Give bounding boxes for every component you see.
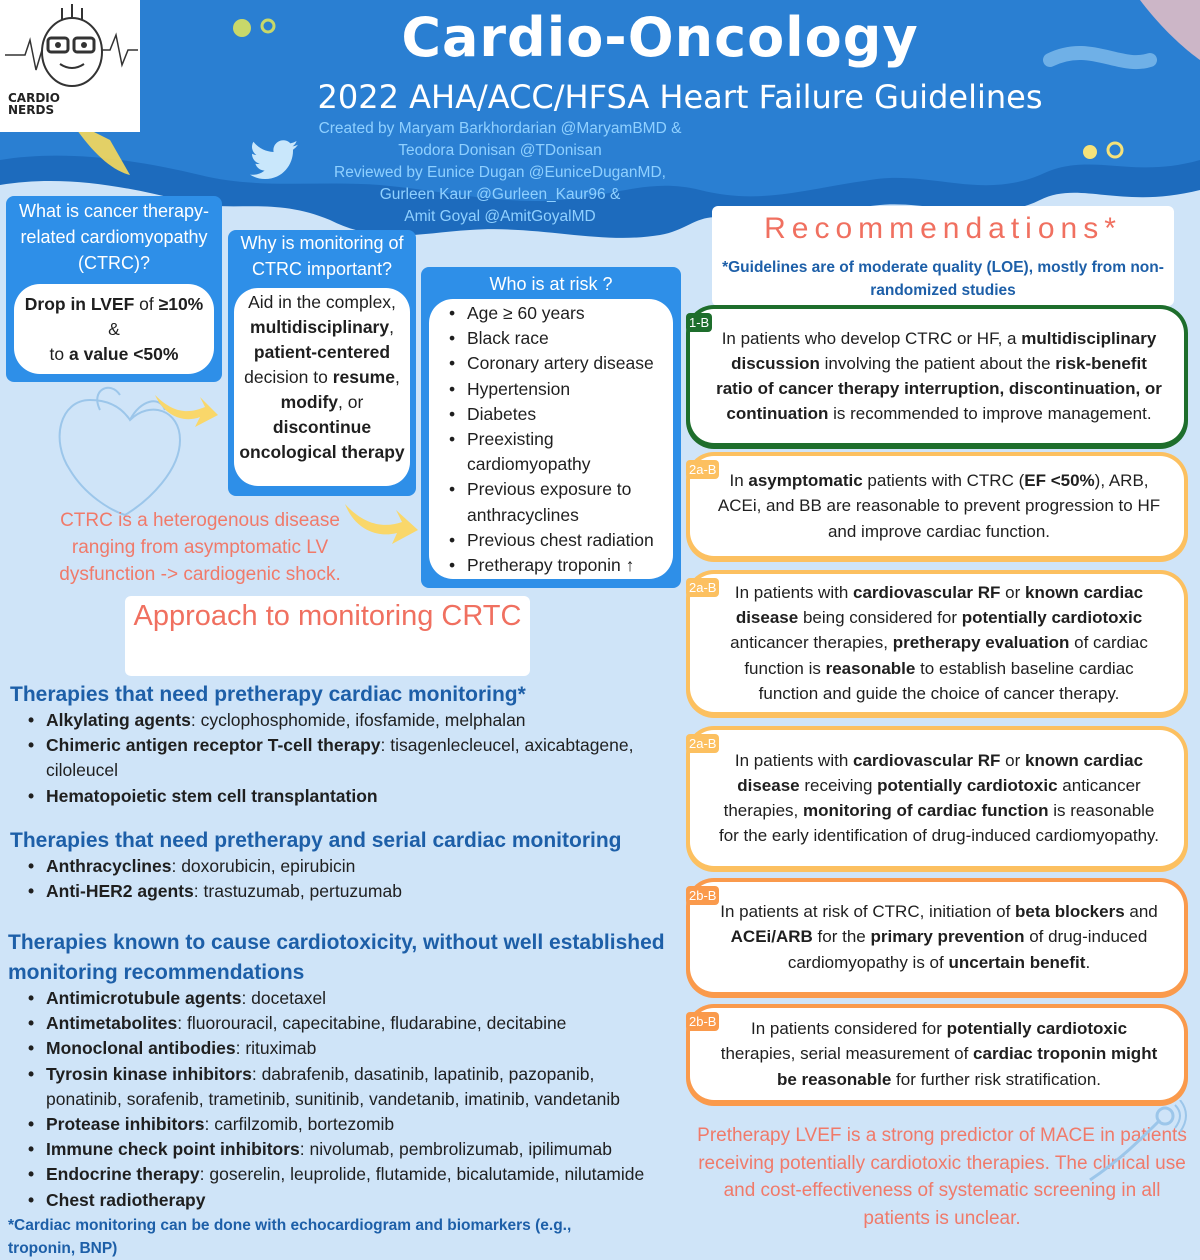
recommendation-text (690, 730, 1184, 866)
recommendation-fragment: and (1124, 902, 1158, 922)
recommendation-fragment: In patients with (734, 750, 854, 770)
risk-factor: • Previous exposure to anthracyclines (449, 477, 665, 527)
section-heading-pretherapy: Therapies that need pretherapy cardiac monitoring* (10, 683, 526, 706)
drug-names: : doxorubicin, epirubicin (171, 856, 356, 876)
page-title: Cardio-Oncology (401, 6, 919, 69)
why-bold: multidisciplinary (250, 317, 390, 337)
drug-class: Anthracyclines (46, 856, 172, 876)
recommendation-text (690, 882, 1184, 992)
list-item (28, 733, 668, 783)
recommendation-fragment: In patients who develop CTRC or HF, a (721, 328, 1022, 348)
why-answer (234, 288, 410, 486)
recommendation-fragment: anticancer therapies, (730, 633, 893, 653)
risk-factor: • Coronary artery disease (449, 351, 665, 376)
definition-value: a value <50% (69, 344, 179, 364)
drug-class: Monoclonal antibodies (46, 1038, 236, 1059)
recommendation-emphasis: monitoring of cardiac function (802, 801, 1049, 820)
drug-class: Antimetabolites (46, 1013, 178, 1034)
drug-names: : carfilzomib, bortezomib (204, 1114, 395, 1135)
recommendation-emphasis: asymptomatic (748, 471, 863, 491)
drug-names: : nivolumab, pembrolizumab, ipilimumab (299, 1139, 612, 1160)
recommendation-text (690, 456, 1184, 556)
evidence-level-badge: 2a-B (686, 578, 719, 597)
logo-line2: NERDS (8, 103, 55, 117)
recommendation-fragment: receiving (799, 775, 878, 795)
list-item (28, 986, 673, 1011)
list-item (28, 784, 668, 809)
list-item (28, 1011, 673, 1036)
why-text: , (389, 317, 394, 337)
drug-class: Hematopoietic stem cell transplantation (46, 785, 378, 806)
drug-names: : dabrafenib, dasatinib, lapatinib, pazopanib, ponatinib, sorafenib, trametinib, sunitinib, vandetanib, imatinib, vandetanib (46, 1063, 620, 1109)
section-heading-serial: Therapies that need pretherapy and serial cardiac monitoring (10, 829, 622, 852)
recommendation-fragment: is reasonable for the early identification of drug-induced cardiomyopathy. (718, 801, 1160, 846)
who-at-risk-box (421, 267, 681, 588)
recommendation-emphasis: cardiovascular RF (853, 750, 1001, 770)
definition-and: & (108, 319, 120, 339)
risk-factor: • Age ≥ 60 years (449, 301, 665, 326)
recommendation-emphasis: known cardiac disease (737, 750, 1144, 795)
recommendation-fragment: or (1000, 582, 1025, 602)
risk-factor-list (429, 299, 673, 579)
recommendation-fragment: . (1085, 952, 1091, 972)
pretherapy-list (28, 708, 668, 809)
drug-class: Protease inhibitors (46, 1114, 205, 1135)
recommendation-fragment: or (1000, 750, 1025, 770)
list-item (28, 854, 668, 879)
recommendation-fragment: to establish baseline cardiac function and guide the choice of cancer therapy. (758, 658, 1134, 703)
risk-factor: • Black race (449, 326, 665, 351)
heart-mascot-icon (0, 0, 140, 92)
ctrc-heterogeneity-note: CTRC is a heterogenous disease ranging from asymptomatic LV dysfunction -> cardiogenic shock. (59, 510, 341, 585)
cardionerds-logo (0, 0, 140, 132)
why-bold: resume (332, 367, 395, 387)
recommendation-fragment: In patients with (734, 582, 854, 602)
recommendation-fragment: of drug-induced cardiomyopathy is of (787, 927, 1148, 972)
risk-factor: • Previous chest radiation (449, 528, 665, 553)
logo-line1: CARDIO (8, 91, 60, 105)
list-item (28, 879, 668, 904)
recommendation-emphasis: cardiac troponin (973, 1044, 1107, 1064)
why-bold: discontinue oncological therapy (239, 417, 405, 462)
recommendation-emphasis: multidisciplinary discussion (731, 328, 1157, 373)
recommendation-emphasis: primary prevention (870, 927, 1025, 947)
recommendation-emphasis: ACEi/ARB (730, 927, 813, 947)
recommendation-emphasis: cardiovascular RF (853, 582, 1001, 602)
recommendation-card (686, 305, 1188, 449)
risk-factor: • Pretherapy troponin ↑ (449, 553, 665, 578)
recommendation-fragment: for the (812, 927, 871, 947)
evidence-level-badge: 2a-B (686, 734, 719, 753)
drug-class: Endocrine therapy (46, 1164, 200, 1185)
recommendation-card (686, 452, 1188, 562)
credit-line: Teodora Donisan @TDonisan (398, 142, 602, 159)
drug-class: Immune check point inhibitors (46, 1139, 300, 1160)
evidence-level-badge: 1-B (686, 313, 712, 332)
drug-names: : trastuzumab, pertuzumab (193, 881, 402, 902)
drug-class: Alkylating agents (46, 710, 191, 730)
recommendation-emphasis: risk-benefit ratio of cancer therapy interruption, discontinuation, or continuation (716, 353, 1162, 424)
evidence-level-badge: 2a-B (686, 460, 719, 479)
evidence-level-badge: 2b-B (686, 886, 719, 905)
drug-class: Tyrosin kinase inhibitors (46, 1063, 252, 1084)
recommendation-fragment: In (729, 471, 749, 491)
list-item (28, 1162, 673, 1187)
list-item (28, 1188, 673, 1213)
credit-line: Created by Maryam Barkhordarian @MaryamBMD & (318, 120, 682, 137)
drug-names: : tisagenlecleucel, axicabtagene, ciloleucel (46, 735, 634, 781)
list-item (28, 708, 668, 733)
serial-list (28, 854, 668, 904)
approach-title: Approach to monitoring CRTC (133, 600, 522, 632)
cardiotoxic-list (28, 986, 673, 1213)
recommendation-emphasis: potentially cardiotoxic (946, 1019, 1128, 1039)
credit-line: Gurleen Kaur @Gurleen_Kaur96 & (379, 186, 621, 203)
recommendations-title: Recommendations* (764, 212, 1122, 245)
recommendation-emphasis: uncertain benefit (948, 952, 1086, 972)
recommendation-emphasis: pretherapy evaluation (892, 633, 1070, 653)
recommendation-text (690, 574, 1184, 712)
drug-names: : cyclophosphomide, ifosfamide, melphalan (190, 710, 526, 730)
monitoring-footnote: *Cardiac monitoring can be done with echocardiogram and biomarkers (e.g., troponin, BNP) (8, 1217, 572, 1257)
recommendation-fragment: ), ARB, ACEi, and BB are reasonable to prevent progression to HF and improve cardiac function. (717, 471, 1161, 541)
recommendation-fragment: therapies, serial measurement of (720, 1044, 974, 1064)
why-text: decision to (244, 367, 333, 387)
recommendation-text (690, 309, 1184, 443)
page-subtitle: 2022 AHA/ACC/HFSA Heart Failure Guidelines (317, 78, 1043, 116)
why-text: , (394, 367, 400, 387)
recommendation-fragment: In patients considered for (750, 1019, 947, 1039)
list-item (28, 1036, 673, 1061)
stethoscope-decoration (1080, 1100, 1190, 1190)
recommendation-fragment: of cardiac function is (744, 633, 1148, 678)
recommendation-text (690, 1008, 1184, 1100)
recommendation-card (686, 1004, 1188, 1106)
why-monitoring-box (228, 230, 416, 496)
drug-names: : docetaxel (241, 988, 327, 1008)
drug-class: Chest radiotherapy (46, 1189, 206, 1210)
list-item (28, 1062, 673, 1112)
mace-note: Pretherapy LVEF is a strong predictor of MACE in patients receiving potentially cardiotoxic therapies. The clinical use and cost-effectiveness of systematic screening in all patients is unclear. (697, 1125, 1187, 1229)
evidence-level-badge: 2b-B (686, 1012, 719, 1031)
drug-class: Antimicrotubule agents (46, 988, 242, 1008)
risk-factor: • Hypertension (449, 377, 665, 402)
definition-threshold: ≥10% (158, 294, 204, 314)
risk-factor: • Diabetes (449, 402, 665, 427)
recommendation-fragment: anticancer therapies, (723, 775, 1141, 820)
drug-names: : fluorouracil, capecitabine, fludarabine, decitabine (177, 1013, 567, 1034)
recommendation-emphasis: beta blockers (1015, 902, 1125, 922)
credit-line: Amit Goyal @AmitGoyalMD (404, 208, 596, 225)
why-question: Why is monitoring of CTRC important? (240, 233, 404, 279)
credits (290, 118, 710, 228)
credit-line: Reviewed by Eunice Dugan @EuniceDuganMD, (334, 164, 666, 181)
why-bold: modify (280, 392, 339, 412)
ctrc-definition (14, 284, 214, 374)
recommendation-fragment: being considered for (798, 608, 962, 628)
who-question: Who is at risk ? (489, 274, 613, 294)
list-item (28, 1137, 673, 1162)
why-text: Aid in the complex, (248, 292, 396, 312)
why-bold: patient-centered (253, 342, 391, 362)
arrow-icon (150, 385, 220, 430)
recommendation-emphasis: known cardiac disease (735, 582, 1144, 628)
recommendation-emphasis: might be reasonable (776, 1044, 1158, 1089)
recommendation-emphasis: potentially cardiotoxic (961, 608, 1143, 628)
recommendation-fragment: is recommended to improve management. (828, 404, 1152, 424)
recommendation-fragment: for further risk stratification. (891, 1069, 1102, 1089)
section-heading-cardiotoxic: Therapies known to cause cardiotoxicity, without well established monitoring recommendations (8, 931, 665, 984)
recommendation-card (686, 570, 1188, 718)
recommendation-card (686, 726, 1188, 872)
recommendation-fragment: involving the patient about the (819, 353, 1056, 373)
drug-names: : rituximab (235, 1038, 317, 1059)
recommendation-fragment: In patients at risk of CTRC, initiation of (720, 902, 1016, 922)
drug-names: : goserelin, leuprolide, flutamide, bicalutamide, nilutamide (199, 1164, 645, 1185)
definition-to: to (49, 344, 69, 364)
risk-factor: • Preexisting cardiomyopathy (449, 427, 665, 477)
definition-lvef: Drop in LVEF (24, 294, 135, 314)
why-text: , or (338, 392, 364, 412)
recommendation-fragment: patients with CTRC ( (862, 471, 1025, 491)
ctrc-definition-box (6, 196, 222, 382)
recommendation-card (686, 878, 1188, 998)
drug-class: Chimeric antigen receptor T-cell therapy (46, 735, 381, 756)
recommendation-emphasis: reasonable (825, 658, 916, 678)
definition-of: of (134, 294, 159, 314)
drug-class: Anti-HER2 agents (46, 881, 194, 902)
recommendation-emphasis: EF <50% (1024, 471, 1095, 491)
list-item (28, 1112, 673, 1137)
recommendation-emphasis: potentially cardiotoxic (877, 775, 1058, 795)
recommendations-subtitle: *Guidelines are of moderate quality (LOE), mostly from non-randomized studies (722, 259, 1164, 299)
ctrc-question: What is cancer therapy-related cardiomyopathy (CTRC)? (18, 201, 210, 273)
